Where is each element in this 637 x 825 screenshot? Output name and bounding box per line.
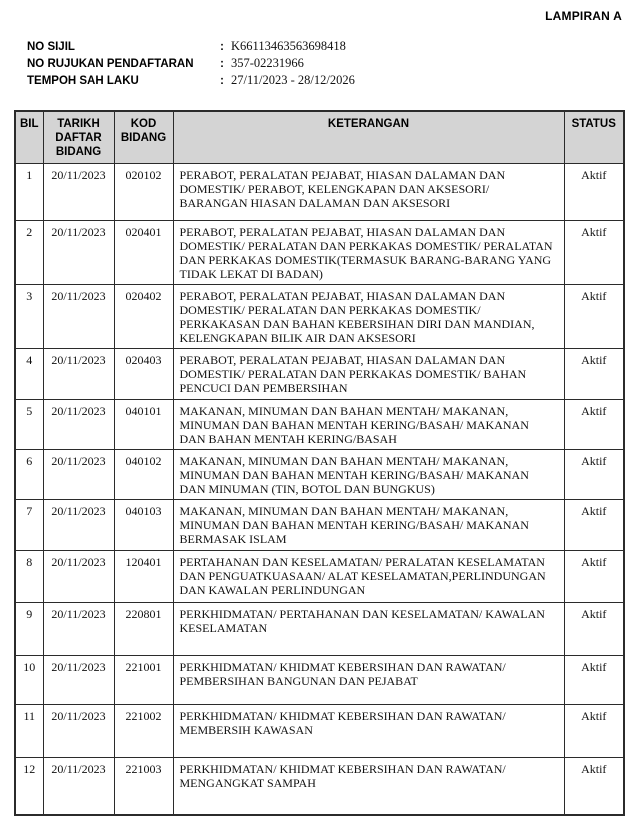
table-row bbox=[15, 164, 624, 221]
field-label: NO SIJIL bbox=[27, 41, 75, 53]
registration-table bbox=[14, 110, 625, 816]
field-colon: : bbox=[220, 56, 224, 70]
cell-bil: 12 bbox=[15, 758, 43, 815]
cell-status: Aktif bbox=[564, 400, 624, 450]
cell-tarikh-daftar: 20/11/2023 bbox=[43, 551, 114, 603]
cell-tarikh-daftar: 20/11/2023 bbox=[43, 603, 114, 656]
cell-kod-bidang: 020402 bbox=[114, 285, 173, 349]
cell-kod-bidang: 220801 bbox=[114, 603, 173, 656]
cell-bil: 6 bbox=[15, 450, 43, 500]
table-row bbox=[15, 705, 624, 758]
cell-bil: 4 bbox=[15, 349, 43, 400]
field-label: NO RUJUKAN PENDAFTARAN bbox=[27, 58, 194, 70]
cell-status: Aktif bbox=[564, 500, 624, 551]
column-header-status: STATUS bbox=[564, 111, 624, 164]
cell-status: Aktif bbox=[564, 285, 624, 349]
cell-tarikh-daftar: 20/11/2023 bbox=[43, 500, 114, 551]
cell-kod-bidang: 120401 bbox=[114, 551, 173, 603]
field-tempoh-sah-laku bbox=[27, 72, 623, 89]
cell-keterangan: PERABOT, PERALATAN PEJABAT, HIASAN DALAMAN DAN DOMESTIK/ PERALATAN DAN PERKAKAS DOMESTIK/ BAHAN PENCUCI DAN PEMBERSIHAN bbox=[173, 349, 564, 400]
cell-kod-bidang: 020102 bbox=[114, 164, 173, 221]
column-header-bil: BIL bbox=[15, 111, 43, 164]
table-row bbox=[15, 758, 624, 815]
cell-tarikh-daftar: 20/11/2023 bbox=[43, 221, 114, 285]
cell-tarikh-daftar: 20/11/2023 bbox=[43, 285, 114, 349]
cell-bil: 11 bbox=[15, 705, 43, 758]
cell-bil: 7 bbox=[15, 500, 43, 551]
cell-kod-bidang: 020403 bbox=[114, 349, 173, 400]
field-value: 27/11/2023 - 28/12/2026 bbox=[231, 73, 355, 87]
table-row bbox=[15, 221, 624, 285]
field-value: K66113463563698418 bbox=[231, 39, 346, 53]
table-row bbox=[15, 500, 624, 551]
table-header bbox=[15, 111, 624, 164]
cell-tarikh-daftar: 20/11/2023 bbox=[43, 349, 114, 400]
cell-status: Aktif bbox=[564, 551, 624, 603]
cell-kod-bidang: 040103 bbox=[114, 500, 173, 551]
cell-status: Aktif bbox=[564, 758, 624, 815]
cell-status: Aktif bbox=[564, 705, 624, 758]
cell-keterangan: MAKANAN, MINUMAN DAN BAHAN MENTAH/ MAKANAN, MINUMAN DAN BAHAN MENTAH KERING/BASAH/ MAKANAN DAN MINUMAN (TIN, BOTOL DAN BUNGKUS) bbox=[173, 450, 564, 500]
table-row bbox=[15, 400, 624, 450]
cell-tarikh-daftar: 20/11/2023 bbox=[43, 164, 114, 221]
cell-bil: 5 bbox=[15, 400, 43, 450]
cell-tarikh-daftar: 20/11/2023 bbox=[43, 758, 114, 815]
table-row bbox=[15, 450, 624, 500]
cell-keterangan: PERKHIDMATAN/ PERTAHANAN DAN KESELAMATAN/ KAWALAN KESELAMATAN bbox=[173, 603, 564, 656]
cell-status: Aktif bbox=[564, 164, 624, 221]
cell-tarikh-daftar: 20/11/2023 bbox=[43, 450, 114, 500]
field-no-rujukan-pendaftaran bbox=[27, 55, 623, 72]
field-colon: : bbox=[220, 73, 224, 87]
cell-status: Aktif bbox=[564, 221, 624, 285]
cell-tarikh-daftar: 20/11/2023 bbox=[43, 400, 114, 450]
cell-status: Aktif bbox=[564, 349, 624, 400]
cell-tarikh-daftar: 20/11/2023 bbox=[43, 656, 114, 705]
cell-bil: 1 bbox=[15, 164, 43, 221]
cell-kod-bidang: 221002 bbox=[114, 705, 173, 758]
cell-status: Aktif bbox=[564, 603, 624, 656]
cell-keterangan: PERKHIDMATAN/ KHIDMAT KEBERSIHAN DAN RAWATAN/ PEMBERSIHAN BANGUNAN DAN PEJABAT bbox=[173, 656, 564, 705]
field-colon: : bbox=[220, 39, 224, 53]
cell-keterangan: PERKHIDMATAN/ KHIDMAT KEBERSIHAN DAN RAWATAN/ MENGANGKAT SAMPAH bbox=[173, 758, 564, 815]
table-body bbox=[15, 164, 624, 815]
column-header-kod-bidang: KOD BIDANG bbox=[114, 111, 173, 164]
cell-bil: 2 bbox=[15, 221, 43, 285]
cell-status: Aktif bbox=[564, 656, 624, 705]
column-header-keterangan: KETERANGAN bbox=[173, 111, 564, 164]
table-header-row bbox=[15, 111, 624, 164]
cell-kod-bidang: 221001 bbox=[114, 656, 173, 705]
cell-keterangan: PERKHIDMATAN/ KHIDMAT KEBERSIHAN DAN RAWATAN/ MEMBERSIH KAWASAN bbox=[173, 705, 564, 758]
cell-keterangan: PERABOT, PERALATAN PEJABAT, HIASAN DALAMAN DAN DOMESTIK/ PERALATAN DAN PERKAKAS DOMESTIK/ PERALATAN DAN PERKAKAS DOMESTIK(TERMASUK BARANG-BARANG YANG TIDAK LEKAT DI BADAN) bbox=[173, 221, 564, 285]
cell-kod-bidang: 020401 bbox=[114, 221, 173, 285]
cell-tarikh-daftar: 20/11/2023 bbox=[43, 705, 114, 758]
column-header-tarikh-daftar-bidang: TARIKH DAFTAR BIDANG bbox=[43, 111, 114, 164]
cell-keterangan: MAKANAN, MINUMAN DAN BAHAN MENTAH/ MAKANAN, MINUMAN DAN BAHAN MENTAH KERING/BASAH/ MAKANAN DAN BAHAN MENTAH KERING/BASAH bbox=[173, 400, 564, 450]
cell-bil: 10 bbox=[15, 656, 43, 705]
cell-kod-bidang: 221003 bbox=[114, 758, 173, 815]
cell-kod-bidang: 040102 bbox=[114, 450, 173, 500]
header-fields bbox=[27, 38, 623, 89]
field-no-sijil bbox=[27, 38, 623, 55]
table-row bbox=[15, 656, 624, 705]
cell-bil: 8 bbox=[15, 551, 43, 603]
cell-keterangan: MAKANAN, MINUMAN DAN BAHAN MENTAH/ MAKANAN, MINUMAN DAN BAHAN MENTAH KERING/BASAH/ MAKANAN BERMASAK ISLAM bbox=[173, 500, 564, 551]
corner-label: LAMPIRAN A bbox=[545, 9, 622, 23]
cell-kod-bidang: 040101 bbox=[114, 400, 173, 450]
field-value: 357-02231966 bbox=[231, 56, 304, 70]
table-row bbox=[15, 551, 624, 603]
cell-bil: 3 bbox=[15, 285, 43, 349]
cell-keterangan: PERTAHANAN DAN KESELAMATAN/ PERALATAN KESELAMATAN DAN PENGUATKUASAAN/ ALAT KESELAMATAN,PERLINDUNGAN DAN KAWALAN PERLINDUNGAN bbox=[173, 551, 564, 603]
table-row bbox=[15, 603, 624, 656]
table-row bbox=[15, 349, 624, 400]
cell-keterangan: PERABOT, PERALATAN PEJABAT, HIASAN DALAMAN DAN DOMESTIK/ PERALATAN DAN PERKAKAS DOMESTIK/ PERKAKASAN DAN BAHAN KEBERSIHAN DIRI DAN MANDIAN, KELENGKAPAN BILIK AIR DAN AKSESORI bbox=[173, 285, 564, 349]
field-label: TEMPOH SAH LAKU bbox=[27, 75, 139, 87]
cell-keterangan: PERABOT, PERALATAN PEJABAT, HIASAN DALAMAN DAN DOMESTIK/ PERABOT, KELENGKAPAN DAN AKSESORI/ BARANGAN HIASAN DALAMAN DAN AKSESORI bbox=[173, 164, 564, 221]
table-row bbox=[15, 285, 624, 349]
cell-status: Aktif bbox=[564, 450, 624, 500]
cell-bil: 9 bbox=[15, 603, 43, 656]
